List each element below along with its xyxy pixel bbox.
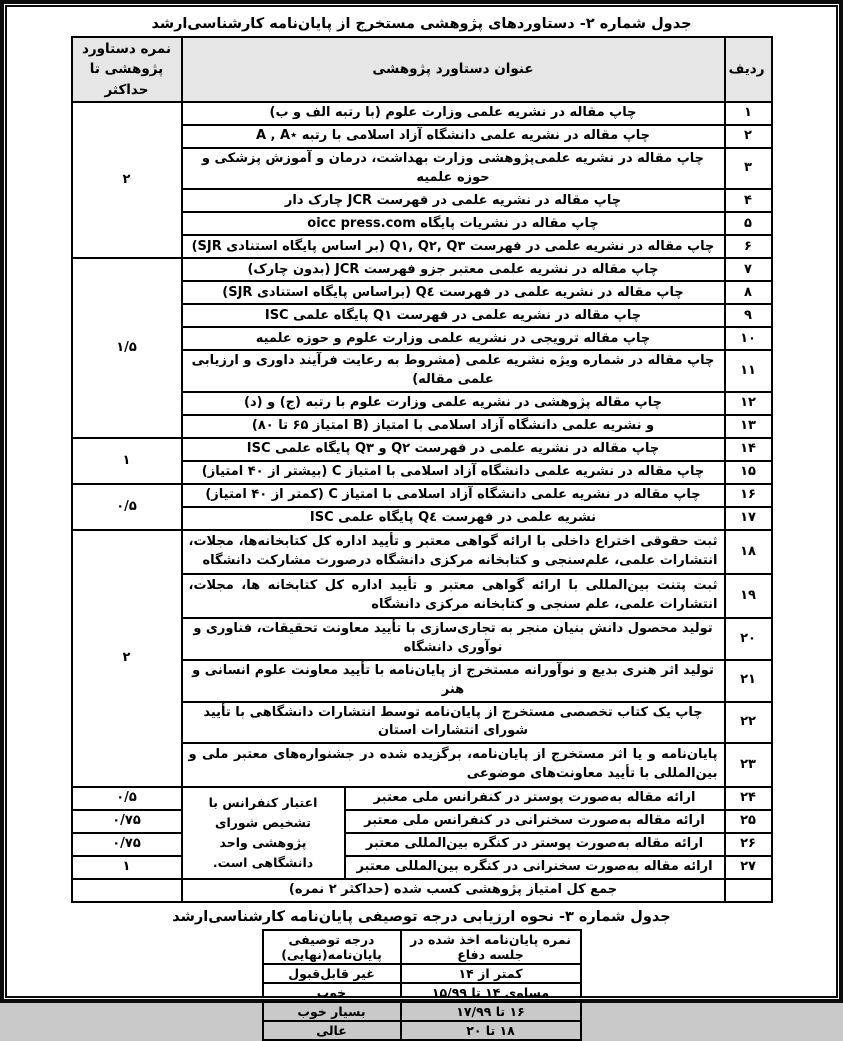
total-label-cell: جمع کل امتیاز پژوهشی کسب شده (حداکثر ۲ نمره) (182, 879, 725, 902)
achievement-cell: چاپ مقاله در شماره ویژه نشریه علمی (مشروط به رعایت فرآیند داوری و ارزیابی علمی مقاله) (182, 350, 725, 392)
achievement-cell: چاپ مقاله ترویجی در نشریه علمی وزارت علوم و حوزه علمیه (182, 327, 725, 350)
achievement-cell: چاپ مقاله در نشریه علمی وزارت علوم (با رتبه الف و ب) (182, 102, 725, 125)
grade-cell: خوب (263, 983, 401, 1002)
score-cell: ۰/۷۵ (72, 833, 182, 856)
grade-cell: غیر قابل‌قبول (263, 964, 401, 983)
grading-row (263, 964, 581, 983)
row-number-cell: ۱۱ (725, 350, 772, 392)
achievement-cell: پایان‌نامه و یا اثر مستخرج از پایان‌نامه، برگزیده شده در جشنواره‌های معتبر ملی و بین‌المللی با تأیید معاونت‌های موضوعی (182, 743, 725, 787)
achievement-cell: چاپ مقاله در نشریه علمی دانشگاه آزاد اسلامی با رتبه ٭A , A (182, 125, 725, 148)
achievement-cell: چاپ مقاله در نشریه علمی در فهرست Q۱, Q۲, Q۳ (بر اساس پایگاه استنادی SJR) (182, 235, 725, 258)
score-cell: ۱ (72, 438, 182, 484)
table-row (72, 258, 772, 281)
column-header-defense-score: نمره پایان‌نامه اخذ شده در جلسه دفاع (401, 930, 581, 964)
grading-row (263, 983, 581, 1002)
achievement-cell: تولید محصول دانش بنیان منجر به تجاری‌سازی با تأیید معاونت تحقیقات، فناوری و نوآوری دانشگاه (182, 618, 725, 660)
grading-row (263, 1002, 581, 1021)
row-number-cell: ۲۳ (725, 743, 772, 787)
document-page-inner (5, 5, 838, 1039)
row-number-cell: ۱۶ (725, 484, 772, 507)
total-score-cell (72, 879, 182, 902)
row-number-cell: ۱۰ (725, 327, 772, 350)
grading-table (262, 929, 582, 1041)
grading-header-row (263, 930, 581, 964)
achievement-cell: چاپ مقاله در نشریه علمی در فهرست Q۲ و Q۳ پایگاه علمی ISC (182, 438, 725, 461)
score-cell: ۱ (72, 856, 182, 879)
table-row (72, 484, 772, 507)
achievement-cell: ثبت پتنت بین‌المللی با ارائه گواهی معتبر و تأیید اداره کل کتابخانه ها، مجلات، انتشارات علمی، علم سنجی و کتابخانه مرکزی دانشگاه (182, 574, 725, 618)
row-number-cell: ۲۶ (725, 833, 772, 856)
achievement-cell: چاپ مقاله در نشریه علمی دانشگاه آزاد اسلامی با امتیاز C (بیشتر از ۴۰ امتیاز) (182, 461, 725, 484)
defense-score-cell: ۱۸ تا ۲۰ (401, 1021, 581, 1040)
table-row (72, 810, 772, 833)
conference-note-cell: اعتبار کنفرانس با تشخیص شورای پژوهشی واحد دانشگاهی است. (182, 787, 345, 879)
grade-cell: عالی (263, 1021, 401, 1040)
row-number-cell: ۱ (725, 102, 772, 125)
defense-score-cell: کمتر از ۱۴ (401, 964, 581, 983)
row-number-cell: ۲ (725, 125, 772, 148)
defense-score-cell: مساوی ۱۴ تا ۱۵/۹۹ (401, 983, 581, 1002)
achievement-cell: چاپ مقاله در نشریه علمی معتبر جزو فهرست JCR (بدون چارک) (182, 258, 725, 281)
achievements-table-title: جدول شماره ۲- دستاوردهای پژوهشی مستخرج از پایان‌نامه کارشناسی‌ارشد (151, 16, 692, 32)
achievement-cell: چاپ مقاله در نشریه علمی‌پژوهشی وزارت بهداشت، درمان و آموزش پزشکی و حوزه علمیه (182, 148, 725, 190)
grade-cell: بسیار خوب (263, 1002, 401, 1021)
achievement-cell: چاپ مقاله پژوهشی در نشریه علمی وزارت علوم با رتبه (ج) و (د) (182, 392, 725, 415)
column-header-score: نمره دستاورد پژوهشی تا حداکثر (72, 37, 182, 102)
column-header-row-number: ردیف (725, 37, 772, 102)
row-number-cell: ۱۳ (725, 415, 772, 438)
row-number-cell: ۱۹ (725, 574, 772, 618)
row-number-cell: ۱۸ (725, 530, 772, 574)
row-number-cell: ۲۴ (725, 787, 772, 810)
grading-table-title: جدول شماره ۳- نحوه ارزیابی درجه توصیفی پایان‌نامه کارشناسی‌ارشد (172, 909, 671, 926)
row-number-cell: ۴ (725, 189, 772, 212)
achievement-cell: و نشریه علمی دانشگاه آزاد اسلامی با امتیاز (B امتیاز ۶۵ تا ۸۰) (182, 415, 725, 438)
table-row (72, 102, 772, 125)
row-number-cell: ۳ (725, 148, 772, 190)
achievement-cell: نشریه علمی در فهرست Q٤ پایگاه علمی ISC (182, 507, 725, 530)
row-number-cell: ۱۴ (725, 438, 772, 461)
column-header-achievement: عنوان دستاورد پژوهشی (182, 37, 725, 102)
defense-score-cell: ۱۶ تا ۱۷/۹۹ (401, 1002, 581, 1021)
row-number-cell: ۲۰ (725, 618, 772, 660)
achievements-table (71, 36, 773, 903)
score-cell: ۲ (72, 530, 182, 787)
table-row (72, 530, 772, 574)
total-row (72, 879, 772, 902)
row-number-cell: ۲۷ (725, 856, 772, 879)
achievement-cell: چاپ مقاله در نشریه علمی دانشگاه آزاد اسلامی با امتیاز C (کمتر از ۴۰ امتیاز) (182, 484, 725, 507)
achievement-cell: چاپ مقاله در نشریات پایگاه oicc press.com (182, 212, 725, 235)
achievement-cell: ثبت حقوقی اختراع داخلی با ارائه گواهی معتبر و تأیید اداره کل کتابخانه‌ها، مجلات، انتشارات علمی، علم‌سنجی و کتابخانه مرکزی دانشگاه درصورت مشارکت دانشگاه (182, 530, 725, 574)
row-number-cell: ۸ (725, 281, 772, 304)
row-number-cell: ۹ (725, 304, 772, 327)
row-number-cell: ۷ (725, 258, 772, 281)
row-number-cell: ۱۷ (725, 507, 772, 530)
column-header-grade: درجه توصیفی پایان‌نامه(نهایی) (263, 930, 401, 964)
achievement-cell: ارائه مقاله به‌صورت سخنرانی در کنگره بین‌المللی معتبر (345, 856, 725, 879)
achievements-header-row (72, 37, 772, 102)
achievement-cell: ارائه مقاله به‌صورت پوستر در کنگره بین‌المللی معتبر (345, 833, 725, 856)
score-cell: ۰/۷۵ (72, 810, 182, 833)
score-cell: ۲ (72, 102, 182, 259)
grading-row (263, 1021, 581, 1040)
row-number-cell: ۲۱ (725, 660, 772, 702)
row-number-cell: ۲۲ (725, 702, 772, 744)
total-row-number-cell (725, 879, 772, 902)
achievement-cell: چاپ مقاله در نشریه علمی در فهرست Q٤ (براساس پایگاه استنادی SJR) (182, 281, 725, 304)
row-number-cell: ۵ (725, 212, 772, 235)
achievement-cell: چاپ مقاله در نشریه علمی در فهرست Q۱ پایگاه علمی ISC (182, 304, 725, 327)
row-number-cell: ۲۵ (725, 810, 772, 833)
table-row (72, 787, 772, 810)
achievement-cell: تولید اثر هنری بدیع و نوآورانه مستخرج از پایان‌نامه با تأیید معاونت علوم انسانی و هنر (182, 660, 725, 702)
score-cell: ۰/۵ (72, 484, 182, 530)
score-cell: ۰/۵ (72, 787, 182, 810)
achievement-cell: ارائه مقاله به‌صورت سخنرانی در کنفرانس ملی معتبر (345, 810, 725, 833)
table-row (72, 438, 772, 461)
table-row (72, 856, 772, 879)
table-row (72, 833, 772, 856)
achievement-cell: چاپ مقاله در نشریه علمی در فهرست JCR چارک دار (182, 189, 725, 212)
score-cell: ۱/۵ (72, 258, 182, 438)
row-number-cell: ۱۵ (725, 461, 772, 484)
row-number-cell: ۱۲ (725, 392, 772, 415)
row-number-cell: ۶ (725, 235, 772, 258)
achievement-cell: چاپ یک کتاب تخصصی مستخرج از پایان‌نامه توسط انتشارات دانشگاهی با تأیید شورای انتشارات استان (182, 702, 725, 744)
achievement-cell: ارائه مقاله به‌صورت پوستر در کنفرانس ملی معتبر (345, 787, 725, 810)
